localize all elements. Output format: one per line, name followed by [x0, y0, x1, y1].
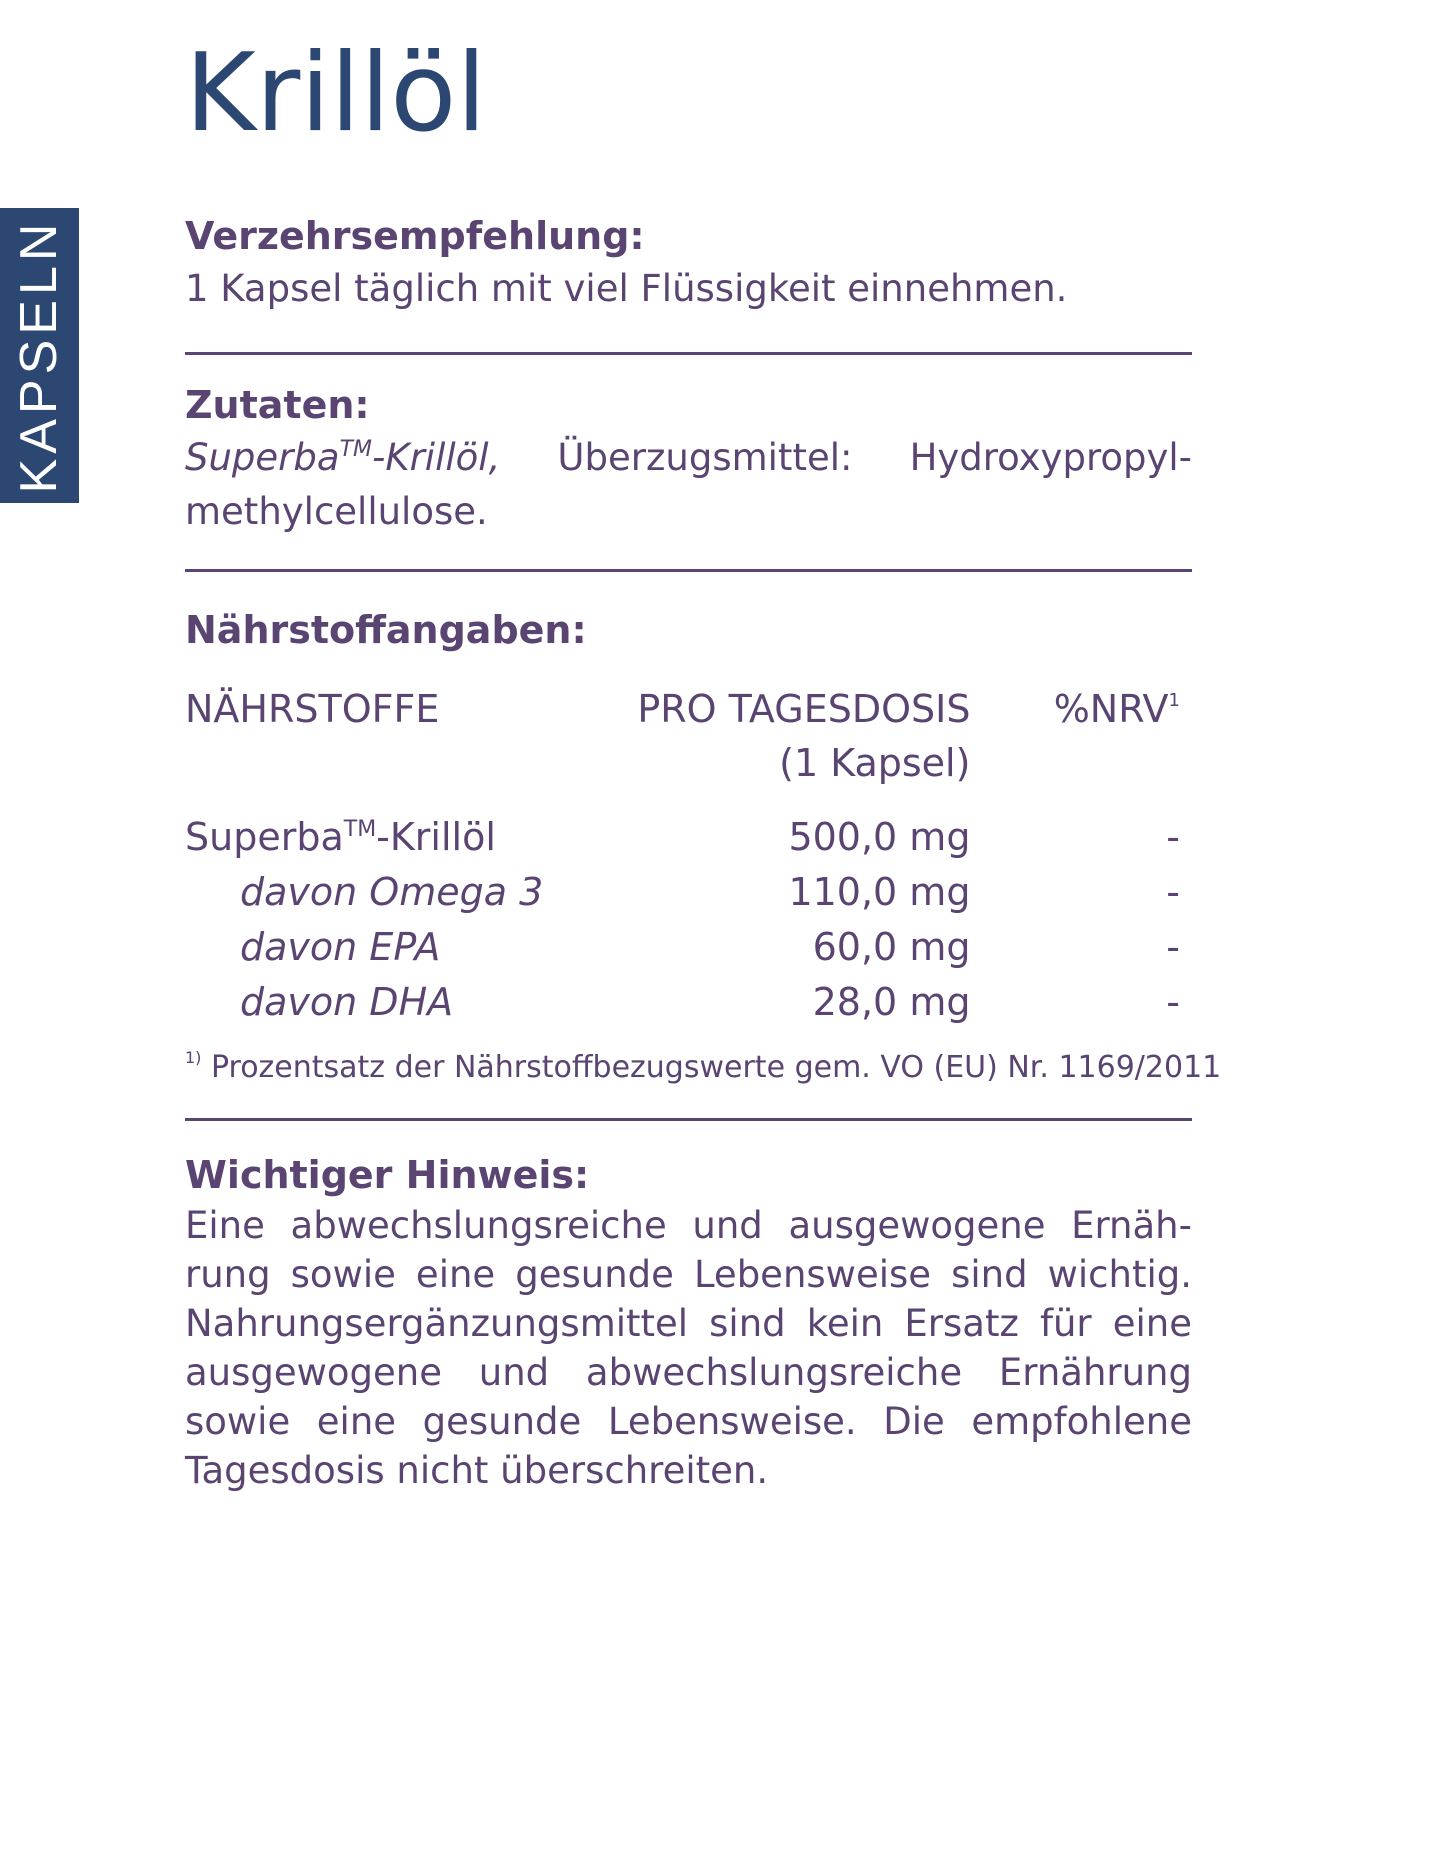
hint-heading: Wichtiger Hinweis:	[185, 1153, 590, 1197]
nutrient-name: davon DHA	[240, 980, 454, 1024]
hint-line: rung sowie eine gesunde Lebensweise sind wichtig.	[185, 1253, 1192, 1296]
table-row	[185, 975, 1192, 1030]
hint-line: Nahrungsergänzungsmittel sind kein Ersatz für eine	[185, 1302, 1192, 1345]
nutrient-dose: 110,0 mg	[788, 870, 971, 914]
ingredients-line2: methylcellulose.	[185, 490, 488, 533]
nutrition-heading: Nährstoffangaben:	[185, 608, 587, 652]
ingredients-text	[185, 431, 1192, 485]
ingredients-heading: Zutaten:	[185, 383, 370, 427]
intake-heading: Verzehrsempfehlung:	[185, 214, 645, 258]
side-tab-label: KAPSELN	[10, 218, 68, 494]
nutrient-nrv: -	[1166, 925, 1180, 969]
hint-line: ausgewogene und abwechslungsreiche Ernährung	[185, 1351, 1192, 1394]
nutrition-table	[185, 682, 1192, 1030]
label-content	[185, 30, 1222, 1495]
table-row	[185, 810, 1192, 865]
hint-text	[185, 1201, 1192, 1495]
divider	[185, 1118, 1192, 1121]
product-title: Krillöl	[185, 31, 487, 156]
table-row	[185, 865, 1192, 920]
hint-line: Tagesdosis nicht überschreiten.	[185, 1449, 769, 1492]
divider	[185, 569, 1192, 572]
nutrient-dose: 60,0 mg	[812, 925, 971, 969]
divider	[185, 352, 1192, 355]
ingredients-line1: Überzugsmittel: Hydroxypropyl-	[500, 436, 1192, 479]
hint-section	[185, 1149, 1192, 1495]
column-header-dose: PRO TAGESDOSIS (1 Kapsel)	[637, 687, 971, 785]
column-header-nutrients: NÄHRSTOFFE	[185, 687, 440, 731]
ingredients-brand: Superba™-Krillöl,	[185, 436, 501, 479]
intake-text: 1 Kapsel täglich mit viel Flüssigkeit einnehmen.	[185, 267, 1068, 310]
nutrition-section	[185, 604, 1222, 1088]
intake-section	[185, 210, 1192, 316]
column-header-nrv: %NRV$^1$	[1053, 687, 1180, 731]
nutrient-name: davon Omega 3	[240, 870, 544, 914]
nutrient-nrv: -	[1166, 980, 1180, 1024]
nutrient-dose: 28,0 mg	[812, 980, 971, 1024]
nrv-footnote: $^{1)}$ Prozentsatz der Nährstoffbezugswerte gem. VO (EU) Nr. 1169/2011	[185, 1048, 1222, 1085]
nutrient-nrv: -	[1166, 815, 1180, 859]
trademark-sup: TM	[339, 437, 372, 462]
hint-line: Eine abwechslungsreiche und ausgewogene Ernäh-	[185, 1204, 1192, 1247]
nutrient-name: Superba™-Krillöl	[185, 815, 496, 859]
hint-line: sowie eine gesunde Lebensweise. Die empfohlene	[185, 1400, 1192, 1443]
ingredients-section	[185, 379, 1192, 539]
nutrient-name: davon EPA	[240, 925, 441, 969]
table-header-row	[185, 682, 1192, 810]
side-tab	[0, 208, 79, 503]
table-row	[185, 920, 1192, 975]
nutrient-dose: 500,0 mg	[788, 815, 971, 859]
nutrient-nrv: -	[1166, 870, 1180, 914]
